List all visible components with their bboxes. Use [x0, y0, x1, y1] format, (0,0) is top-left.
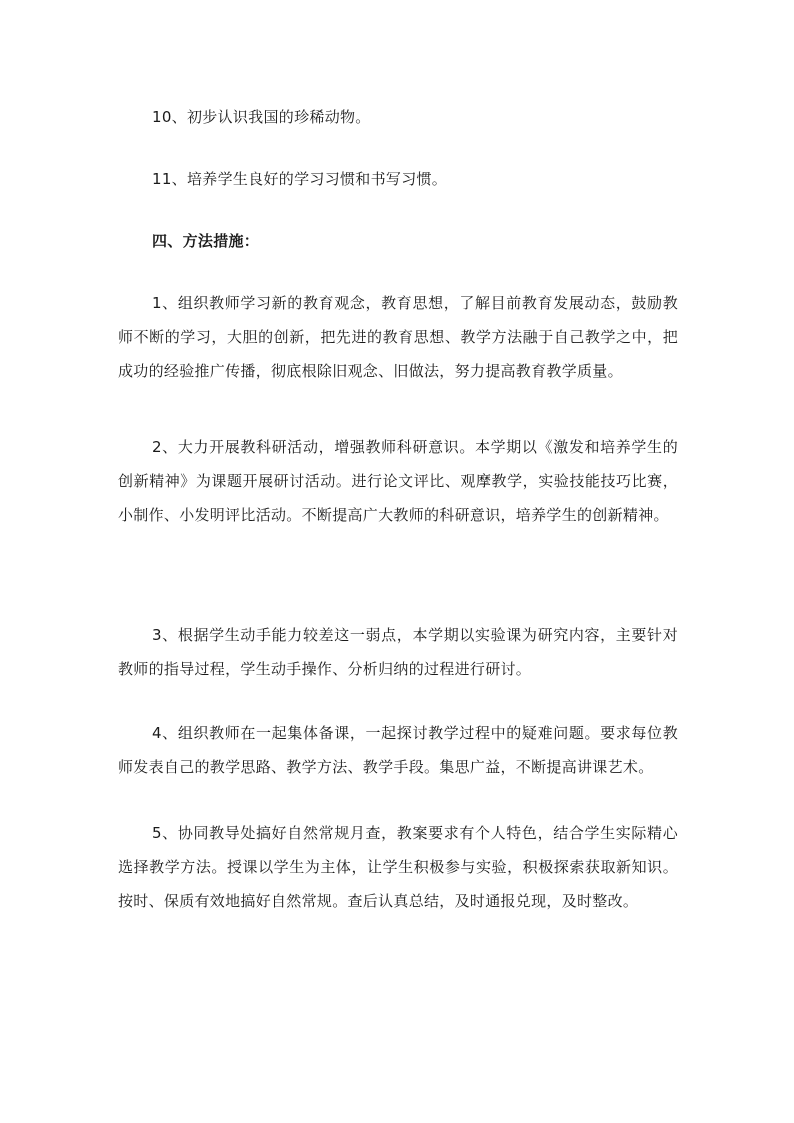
measure-item-4: 4、组织教师在一起集体备课，一起探讨教学过程中的疑难问题。要求每位教师发表自己的教学思路、教学方法、教学手段。集思广益，不断提高讲课艺术。 [118, 724, 678, 776]
section-heading-methods: 四、方法措施： [152, 232, 260, 250]
measure-item-1: 1、组织教师学习新的教育观念，教育思想，了解目前教育发展动态，鼓励教师不断的学习，大胆的创新，把先进的教育思想、教学方法融于自己教学之中，把成功的经验推广传播，彻底根除旧观念、旧做法，努力提高教育教学质量。 [118, 294, 678, 380]
goal-item-10: 10、初步认识我国的珍稀动物。 [152, 108, 371, 126]
measure-item-5: 5、协同教导处搞好自然常规月查，教案要求有个人特色，结合学生实际精心选择教学方法。授课以学生为主体，让学生积极参与实验，积极探索获取新知识。按时、保质有效地搞好自然常规。查后认真总结，及时通报兑现，及时整改。 [118, 824, 678, 910]
measure-item-3: 3、根据学生动手能力较差这一弱点，本学期以实验课为研究内容，主要针对教师的指导过程，学生动手操作、分析归纳的过程进行研讨。 [118, 626, 678, 678]
measure-item-2: 2、大力开展教科研活动，增强教师科研意识。本学期以《激发和培养学生的创新精神》为课题开展研讨活动。进行论文评比、观摩教学，实验技能技巧比赛，小制作、小发明评比活动。不断提高广大教师的科研意识，培养学生的创新精神。 [118, 438, 678, 524]
goal-item-11: 11、培养学生良好的学习习惯和书写习惯。 [152, 170, 448, 188]
